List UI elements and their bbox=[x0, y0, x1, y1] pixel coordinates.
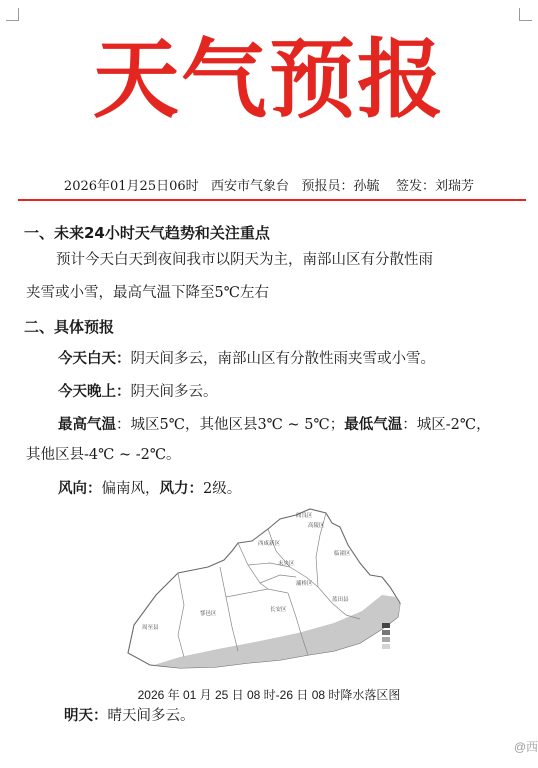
wind-row bbox=[58, 479, 241, 499]
weibo-watermark: @西 bbox=[513, 740, 538, 754]
wind-force-label: 风力： bbox=[159, 481, 203, 497]
legend-swatch bbox=[382, 644, 390, 649]
max-temp-label: 最高气温 bbox=[58, 417, 116, 433]
min-temp-line2: 其他区县-4℃ ~ -2℃。 bbox=[26, 447, 181, 463]
wind-direction-text: 偏南风， bbox=[101, 481, 160, 497]
legend-swatch bbox=[382, 637, 390, 642]
tomorrow-text: 晴天间多云。 bbox=[107, 708, 195, 724]
page-corner-mark bbox=[6, 8, 19, 21]
wind-force-text: 2级。 bbox=[203, 481, 242, 497]
issue-datetime: 2026年01月25日06时 bbox=[63, 179, 199, 194]
page-corner-mark bbox=[519, 8, 532, 21]
legend-swatch bbox=[382, 630, 390, 635]
min-temp-text: ：城区-2℃， bbox=[402, 417, 491, 433]
district-label: 高陵区 bbox=[308, 523, 325, 529]
district-label: 未央区 bbox=[278, 561, 295, 567]
signer-label: 签发： bbox=[396, 179, 436, 194]
tonight-row bbox=[58, 382, 218, 402]
today-day-row bbox=[58, 349, 435, 369]
map-caption: 2026 年 01 月 25 日 08 时-26 日 08 时降水落区图 bbox=[137, 688, 401, 702]
district-label: 临潼区 bbox=[334, 551, 351, 557]
section-1-para-line2: 夹雪或小雪，最高气温下降至5℃左右 bbox=[26, 285, 269, 301]
tomorrow-label: 明天： bbox=[64, 708, 108, 724]
district-label: 周至县 bbox=[142, 625, 159, 631]
today-day-text: 阴天间多云，南部山区有分散性雨夹雪或小雪。 bbox=[130, 351, 435, 367]
section-1-para-line1: 预计今天白天到夜间我市以阴天为主，南部山区有分散性雨 bbox=[56, 252, 433, 268]
issuer: 西安市气象台 bbox=[211, 179, 290, 194]
district-label: 阎良区 bbox=[296, 513, 313, 519]
forecaster-label: 预报员： bbox=[301, 179, 354, 194]
max-temp-text: ：城区5℃，其他区县3℃ ~ 5℃； bbox=[116, 417, 345, 433]
min-temp-label: 最低气温 bbox=[344, 417, 403, 433]
masthead-title: 天气预报 bbox=[93, 29, 445, 130]
temperature-row bbox=[58, 415, 491, 435]
signer-name: 刘瑞芳 bbox=[435, 179, 475, 194]
district-label: 蓝田县 bbox=[332, 597, 349, 603]
tonight-label: 今天晚上： bbox=[58, 384, 131, 400]
tomorrow-row bbox=[64, 706, 195, 726]
section-2-title: 二、具体预报 bbox=[24, 318, 115, 336]
district-label: 西咸新区 bbox=[258, 541, 281, 547]
header-divider bbox=[18, 199, 526, 201]
district-label: 灞桥区 bbox=[296, 581, 313, 587]
today-day-label: 今天白天： bbox=[58, 351, 131, 367]
tonight-text: 阴天间多云。 bbox=[130, 384, 218, 400]
header-info-line bbox=[0, 175, 538, 194]
district-label: 长安区 bbox=[270, 607, 287, 613]
precipitation-map bbox=[120, 505, 420, 677]
district-label: 鄠邑区 bbox=[200, 611, 217, 617]
map-legend bbox=[382, 623, 390, 649]
forecaster-name: 孙毓 bbox=[353, 179, 380, 194]
section-1-title: 一、未来24小时天气趋势和关注重点 bbox=[24, 224, 270, 242]
legend-swatch bbox=[382, 623, 390, 628]
wind-direction-label: 风向： bbox=[58, 481, 102, 497]
